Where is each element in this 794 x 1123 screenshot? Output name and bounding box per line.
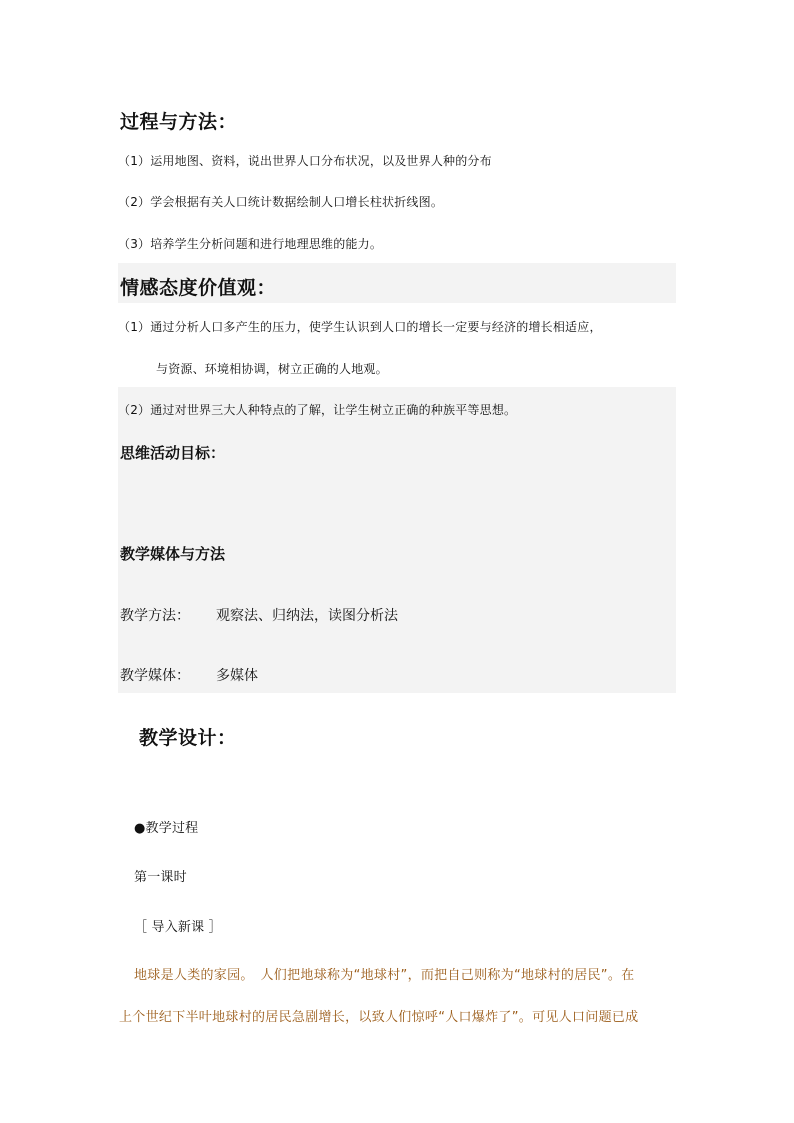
emotion-item-1-line-2: 与资源、环境相协调，树立正确的人地观。 bbox=[156, 362, 388, 376]
heading-process-method: 过程与方法： bbox=[120, 111, 238, 133]
heading-teaching-design: 教学设计： bbox=[139, 727, 237, 749]
process-item-1: （1）运用地图、资料，说出世界人口分布状况，以及世界人种的分布 bbox=[118, 154, 492, 168]
process-item-2: （2）学会根据有关人口统计数据绘制人口增长柱状折线图。 bbox=[118, 195, 444, 209]
teaching-method-value: 观察法、归纳法，读图分析法 bbox=[216, 608, 398, 624]
emotion-item-1-line-1: （1）通过分析人口多产生的压力，使学生认识到人口的增长一定要与经济的增长相适应， bbox=[118, 320, 602, 334]
shade-item2-and-goals bbox=[118, 387, 676, 693]
heading-media-method: 教学媒体与方法 bbox=[120, 545, 226, 563]
emotion-item-2: （2）通过对世界三大人种特点的了解，让学生树立正确的种族平等思想。 bbox=[118, 403, 517, 417]
teaching-media-label: 教学媒体： bbox=[120, 668, 190, 684]
lesson-label: 第一课时 bbox=[134, 870, 187, 885]
teaching-process-label: ●教学过程 bbox=[134, 821, 199, 836]
process-item-3: （3）培养学生分析问题和进行地理思维的能力。 bbox=[118, 237, 383, 251]
heading-emotion-values: 情感态度价值观： bbox=[120, 277, 277, 299]
teaching-media-value: 多媒体 bbox=[216, 668, 258, 684]
intro-label: ［ 导入新课 ］ bbox=[134, 920, 222, 935]
paragraph-line-1: 地球是人类的家园。 人们把地球称为“地球村”，而把自己则称为“地球村的居民”。在 bbox=[134, 968, 635, 983]
heading-thinking-goal: 思维活动目标： bbox=[120, 444, 226, 462]
teaching-method-label: 教学方法： bbox=[120, 608, 190, 624]
paragraph-line-2: 上个世纪下半叶地球村的居民急剧增长，以致人们惊呼“人口爆炸了”。可见人口问题已成 bbox=[119, 1010, 639, 1025]
